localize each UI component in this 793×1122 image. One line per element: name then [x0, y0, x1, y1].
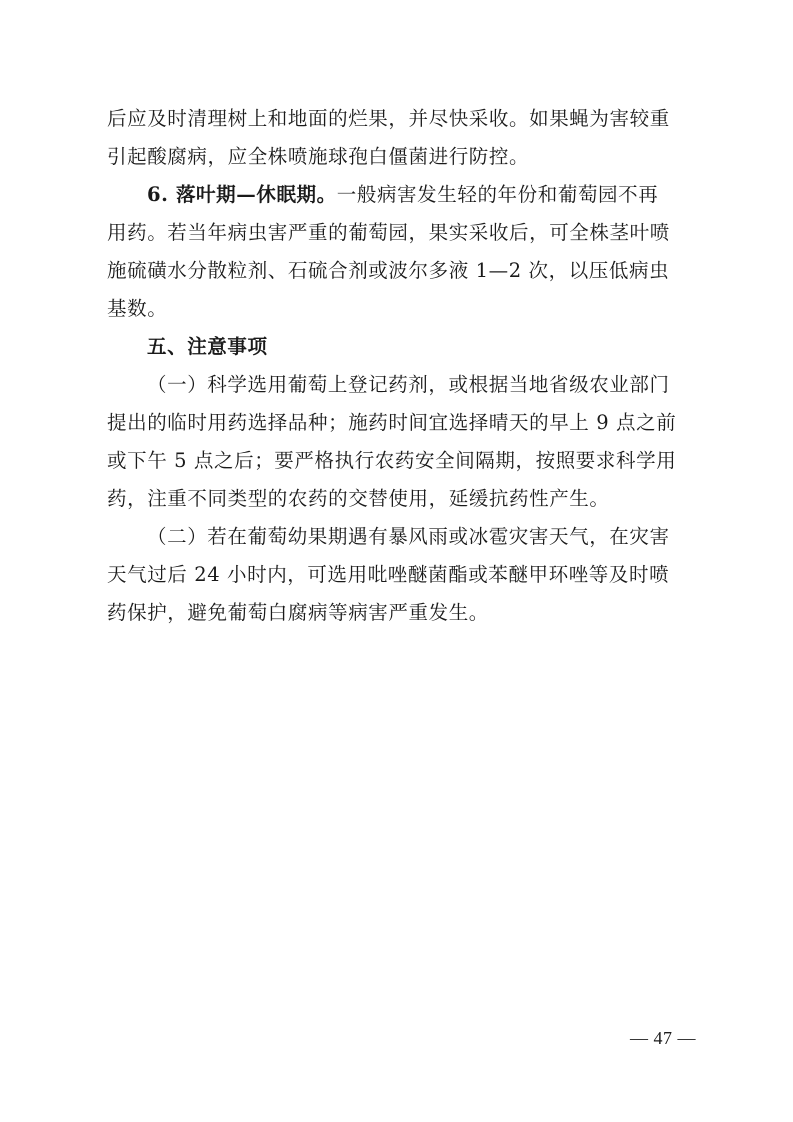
paragraph-line: 药，注重不同类型的农药的交替使用，延缓抗药性产生。 [107, 487, 610, 510]
paragraph-line: （二）若在葡萄幼果期遇有暴风雨或冰雹灾害天气，在灾害 [147, 525, 670, 548]
page-number: — 47 — [630, 1028, 696, 1048]
document-body [107, 100, 697, 632]
text-line: 基数。 [107, 297, 168, 320]
paragraph-line: 或下午 5 点之后；要严格执行农药安全间隔期，按照要求科学用 [107, 449, 677, 472]
paragraph-line: （一）科学选用葡萄上登记药剂，或根据当地省级农业部门 [147, 373, 670, 396]
section-6-text: 一般病害发生轻的年份和葡萄园不再 [336, 183, 659, 206]
paragraph-line: 提出的临时用药选择品种；施药时间宜选择晴天的早上 9 点之前 [107, 411, 677, 434]
paragraph-line: 药保护，避免葡萄白腐病等病害严重发生。 [107, 601, 489, 624]
section-6-title: 6. 落叶期—休眠期。 [147, 183, 337, 206]
section-heading: 五、注意事项 [147, 335, 268, 358]
text-line: 施硫磺水分散粒剂、石硫合剂或波尔多液 1—2 次，以压低病虫 [107, 259, 670, 282]
text-line: 后应及时清理树上和地面的烂果，并尽快采收。如果蝇为害较重 [107, 107, 670, 130]
text-line: 引起酸腐病，应全株喷施球孢白僵菌进行防控。 [107, 145, 530, 168]
text-line: 用药。若当年病虫害严重的葡萄园，果实采收后，可全株茎叶喷 [107, 221, 670, 244]
section-6-first-line [107, 176, 697, 214]
paragraph-line: 天气过后 24 小时内，可选用吡唑醚菌酯或苯醚甲环唑等及时喷 [107, 563, 670, 586]
